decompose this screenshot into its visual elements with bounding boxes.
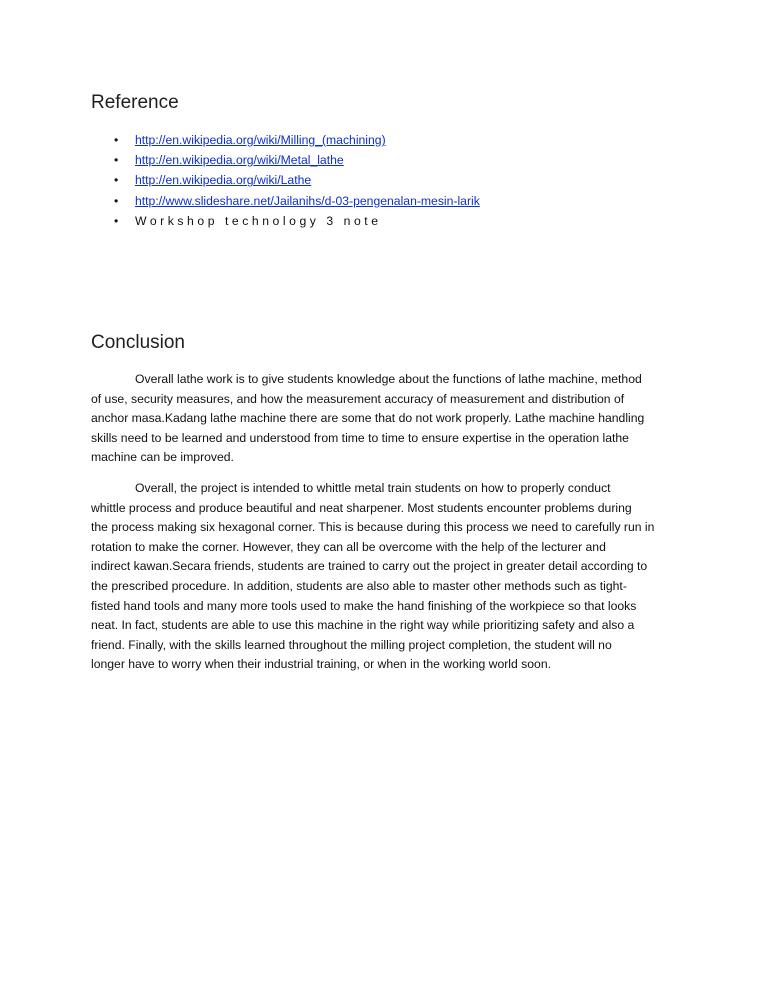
reference-link-metal-lathe[interactable]: http://en.wikipedia.org/wiki/Metal_lathe (135, 153, 344, 168)
text-line: Overall lathe work is to give students knowledge about the functions of lathe machine, method (135, 372, 642, 386)
text-line: rotation to make the corner. However, they can all be overcome with the help of the lecturer and (91, 539, 606, 554)
bullet-icon: • (114, 153, 119, 168)
text-line: Overall, the project is intended to whittle metal train students on how to properly conduct (135, 481, 611, 495)
text-line: fisted hand tools and many more tools used to make the hand finishing of the workpiece so that looks (91, 598, 637, 613)
text-line: friend. Finally, with the skills learned throughout the milling project completion, the student will no (91, 637, 612, 652)
reference-link-milling[interactable]: http://en.wikipedia.org/wiki/Milling_(machining) (135, 133, 386, 147)
text-line: the process making six hexagonal corner. This is because during this process we need to carefully run in (91, 520, 655, 535)
text-line: neat. In fact, students are able to use this machine in the right way while prioritizing safety and also a (91, 618, 635, 633)
bullet-icon: • (114, 193, 119, 208)
bullet-icon: • (114, 133, 119, 147)
text-line: machine can be improved. (91, 450, 234, 465)
text-line: whittle process and produce beautiful and neat sharpener. Most students encounter problems during (91, 500, 632, 515)
text-line: the prescribed procedure. In addition, students are also able to master other methods such as tight- (91, 578, 627, 593)
text-line: skills need to be learned and understood from time to time to ensure expertise in the operation lathe (91, 430, 629, 445)
list-item (114, 150, 480, 170)
reference-heading: Reference (91, 92, 179, 113)
bullet-icon: • (114, 213, 119, 228)
text-line: of use, security measures, and how the measurement accuracy of measurement and distribution of (91, 391, 625, 406)
reference-list (114, 130, 480, 231)
conclusion-paragraph-1 (91, 370, 675, 468)
text-line: indirect kawan.Secara friends, students are trained to carry out the project in greater detail according to (91, 559, 648, 574)
text-line: longer have to worry when their industrial training, or when in the working world soon. (91, 657, 551, 672)
reference-note: Workshop technology 3 note (135, 213, 382, 228)
list-item (114, 211, 480, 231)
bullet-icon: • (114, 173, 119, 188)
reference-link-lathe[interactable]: http://en.wikipedia.org/wiki/Lathe (135, 173, 312, 188)
reference-link-slideshare[interactable]: http://www.slideshare.net/Jailanihs/d-03-pengenalan-mesin-larik (135, 193, 480, 208)
text-line: anchor masa.Kadang lathe machine there are some that do not work properly. Lathe machine handling (91, 411, 645, 426)
conclusion-heading: Conclusion (91, 332, 185, 353)
conclusion-paragraph-2 (91, 479, 675, 675)
list-item (114, 130, 480, 150)
list-item (114, 191, 480, 211)
list-item (114, 170, 480, 190)
